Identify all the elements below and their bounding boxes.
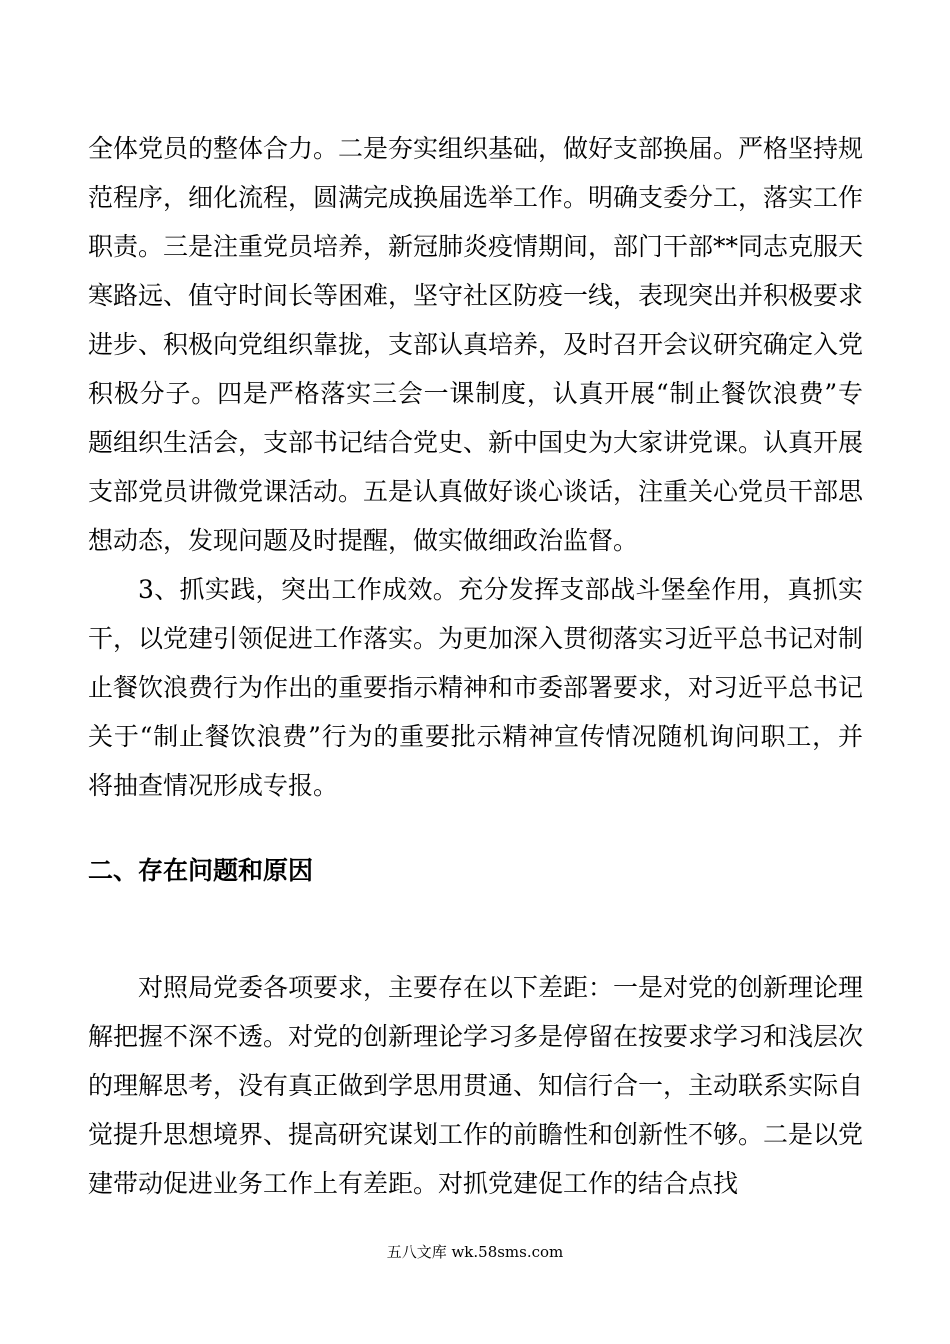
section-heading: 二、存在问题和原因 [88,856,314,885]
body-paragraph-2: 3、抓实践，突出工作成效。充分发挥支部战斗堡垒作用，真抓实干，以党建引领促进工作落实。为更加深入贯彻落实习近平总书记对制止餐饮浪费行为作出的重要指示精神和市委部署要求，对习近平总书记关于“制止餐饮浪费”行为的重要批示精神宣传情况随机询问职工，并将抽查情况形成专报。 [88,575,864,800]
body-paragraph-1: 全体党员的整体合力。二是夯实组织基础，做好支部换届。严格坚持规范程序，细化流程，圆满完成换届选举工作。明确支委分工，落实工作职责。三是注重党员培养，新冠肺炎疫情期间，部门干部**同志克服天寒路远、值守时间长等困难，坚守社区防疫一线，表现突出并积极要求进步、积极向党组织靠拢，支部认真培养，及时召开会议研究确定入党积极分子。四是严格落实三会一课制度，认真开展“制止餐饮浪费”专题组织生活会，支部书记结合党史、新中国史为大家讲党课。认真开展支部党员讲微党课活动。五是认真做好谈心谈话，注重关心党员干部思想动态，发现问题及时提醒，做实做细政治监督。 [88,134,864,555]
section-paragraph-1: 对照局党委各项要求，主要存在以下差距：一是对党的创新理论理解把握不深不透。对党的创新理论学习多是停留在按要求学习和浅层次的理解思考，没有真正做到学思用贯通、知信行合一，主动联系实际自觉提升思想境界、提高研究谋划工作的前瞻性和创新性不够。二是以党建带动促进业务工作上有差距。对抓党建促工作的结合点找 [88,973,864,1198]
page-footer: 五八文库 wk.58sms.com [386,1243,564,1261]
